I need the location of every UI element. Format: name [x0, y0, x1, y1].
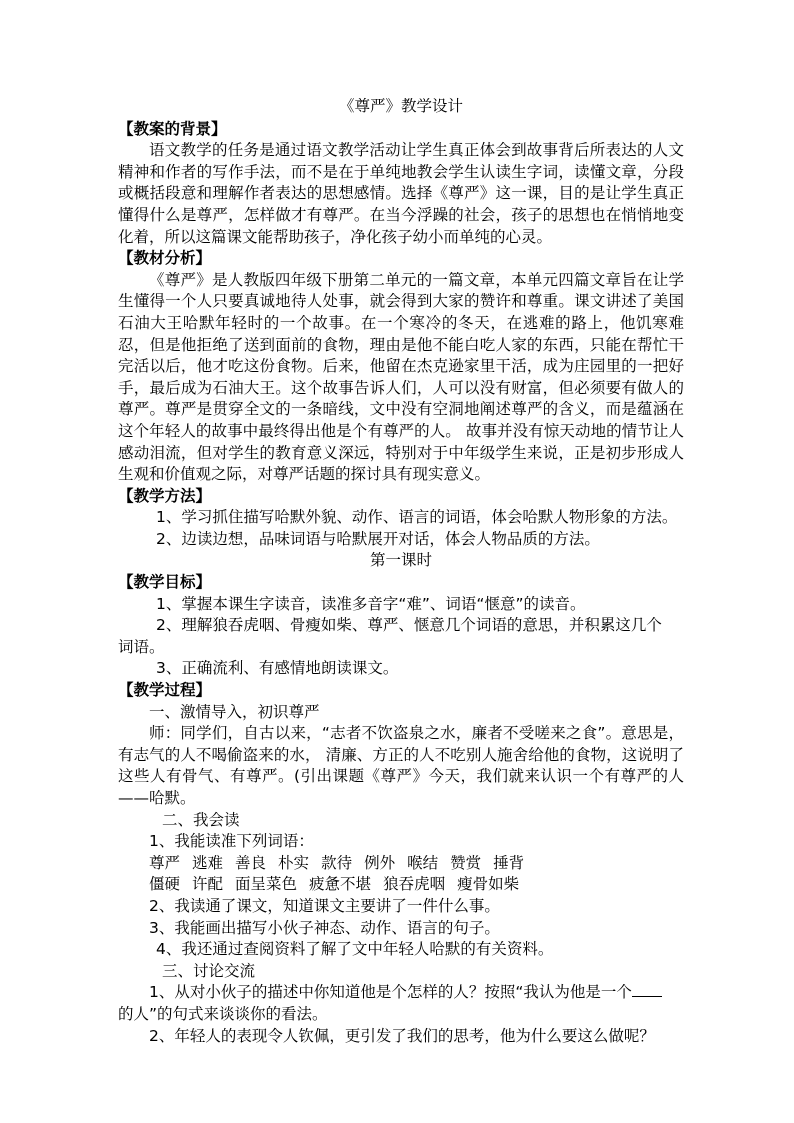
- discuss-item-1: [118, 982, 684, 1004]
- analysis-paragraph: 《尊严》是人教版四年级下册第二单元的一篇文章，本单元四篇文章旨在让学生懂得一个人只要真诚地待人处事，就会得到大家的赞许和尊重。课文讲述了美国石油大王哈默年轻时的一个故事。在一个寒冷的冬天，在逃难的路上，他饥寒难忍，但是他拒绝了送到面前的食物，理由是他不能白吃人家的东西，只能在帮忙干完活以后，他才吃这份食物。后来，他留在杰克逊家里干活，成为庄园里的一把好手，最后成为石油大王。这个故事告诉人们，人可以没有财富，但必须要有做人的尊严。尊严是贯穿全文的一条暗线，文中没有空洞地阐述尊严的含义，而是蕴涵在这个年轻人的故事中最终得出他是个有尊严的人。 故事并没有惊天动地的情节让人感动泪流，但对学生的教育意义深远，特别对于中年级学生来说，正是初步形成人生观和价值观之际，对尊严话题的探讨具有现实意义。: [118, 270, 684, 484]
- word: 款待: [321, 853, 353, 872]
- document-title: 《尊严》教学设计: [338, 97, 463, 115]
- fill-blank: [632, 982, 662, 997]
- word: 喉结: [407, 853, 439, 872]
- goal-heading: 【教学目标】: [118, 573, 212, 592]
- method-heading: 【教学方法】: [118, 486, 212, 505]
- lesson-title: 第一课时: [369, 551, 432, 570]
- word-list-row-2: [118, 874, 684, 896]
- background-paragraph: 语文教学的任务是通过语文教学活动让学生真正体会到故事背后所表达的人文精神和作者的写作手法，而不是在于单纯地教会学生认读生字词，读懂文章，分段或概括段意和理解作者表达的思想感情。选择《尊严》这一课，目的是让学生真正懂得什么是尊严，怎样做才有尊严。在当今浮躁的社会，孩子的思想也在悄悄地变化着，所以这篇课文能帮助孩子，净化孩子幼小而单纯的心灵。: [118, 141, 684, 246]
- read-item-1: 1、我能读准下列词语：: [149, 832, 314, 851]
- read-item-4: 4、我还通过查阅资料了解了文中年轻人哈默的有关资料。: [156, 940, 554, 959]
- discuss-item-1-cont: 的人”的句式来谈谈你的看法。: [118, 1004, 328, 1023]
- goal-item-2: 2、理解狼吞虎咽、骨瘦如柴、尊严、惬意几个词语的意思，并积累这几个: [156, 616, 662, 635]
- word: 逃难: [192, 853, 224, 872]
- word: 捶背: [493, 853, 525, 872]
- word: 例外: [364, 853, 396, 872]
- word: 善良: [235, 853, 267, 872]
- method-item-2: 2、边读边想，品味词语与哈默展开对话，体会人物品质的方法。: [156, 529, 600, 548]
- analysis-heading: 【教材分析】: [118, 249, 212, 268]
- discuss-item-1-text: 1、从对小伙子的描述中你知道他是个怎样的人？按照“我认为他是一个: [149, 983, 632, 1002]
- method-item-1: 1、学习抓住描写哈默外貌、动作、语言的词语，体会哈默人物形象的方法。: [156, 508, 678, 527]
- read-item-2: 2、我读通了课文，知道课文主要讲了一件什么事。: [149, 896, 500, 915]
- word: 尊严: [149, 853, 181, 872]
- background-heading: 【教案的背景】: [118, 119, 227, 138]
- read-item-3: 3、我能画出描写小伙子神态、动作、语言的句子。: [149, 918, 500, 937]
- discuss-item-2: 2、年轻人的表现令人钦佩，更引发了我们的思考，他为什么要这么做呢？: [149, 1026, 655, 1045]
- word: 赞赏: [450, 853, 482, 872]
- process-heading: 【教学过程】: [118, 681, 212, 700]
- step-1-paragraph: 师：同学们，自古以来，“志者不饮盗泉之水，廉者不受嗟来之食”。意思是，有志气的人不喝偷盗来的水， 清廉、方正的人不吃别人施舍给他的食物，这说明了这些人有骨气、有尊严。(引出课题《尊严》今天，我们就来认识一个有尊严的人——哈默。: [118, 724, 684, 807]
- word: 僵硬: [149, 875, 181, 894]
- word: 瘦骨如柴: [457, 875, 520, 894]
- goal-item-1: 1、掌握本课生字读音，读准多音字“难”、词语“惬意”的读音。: [156, 594, 586, 613]
- document-page: [118, 96, 684, 1047]
- step-1-heading: 一、激情导入，初识尊严: [149, 702, 320, 721]
- goal-item-3: 3、正确流利、有感情地朗读课文。: [156, 659, 399, 678]
- step-2-heading: 二、我会读: [162, 810, 240, 829]
- goal-item-2-cont: 词语。: [118, 637, 165, 656]
- word: 狼吞虎咽: [383, 875, 446, 894]
- word: 面呈菜色: [235, 875, 298, 894]
- word: 朴实: [278, 853, 310, 872]
- word: 疲惫不堪: [309, 875, 372, 894]
- word-list-row-1: [118, 853, 684, 875]
- word: 许配: [192, 875, 224, 894]
- step-3-heading: 三、讨论交流: [162, 961, 256, 980]
